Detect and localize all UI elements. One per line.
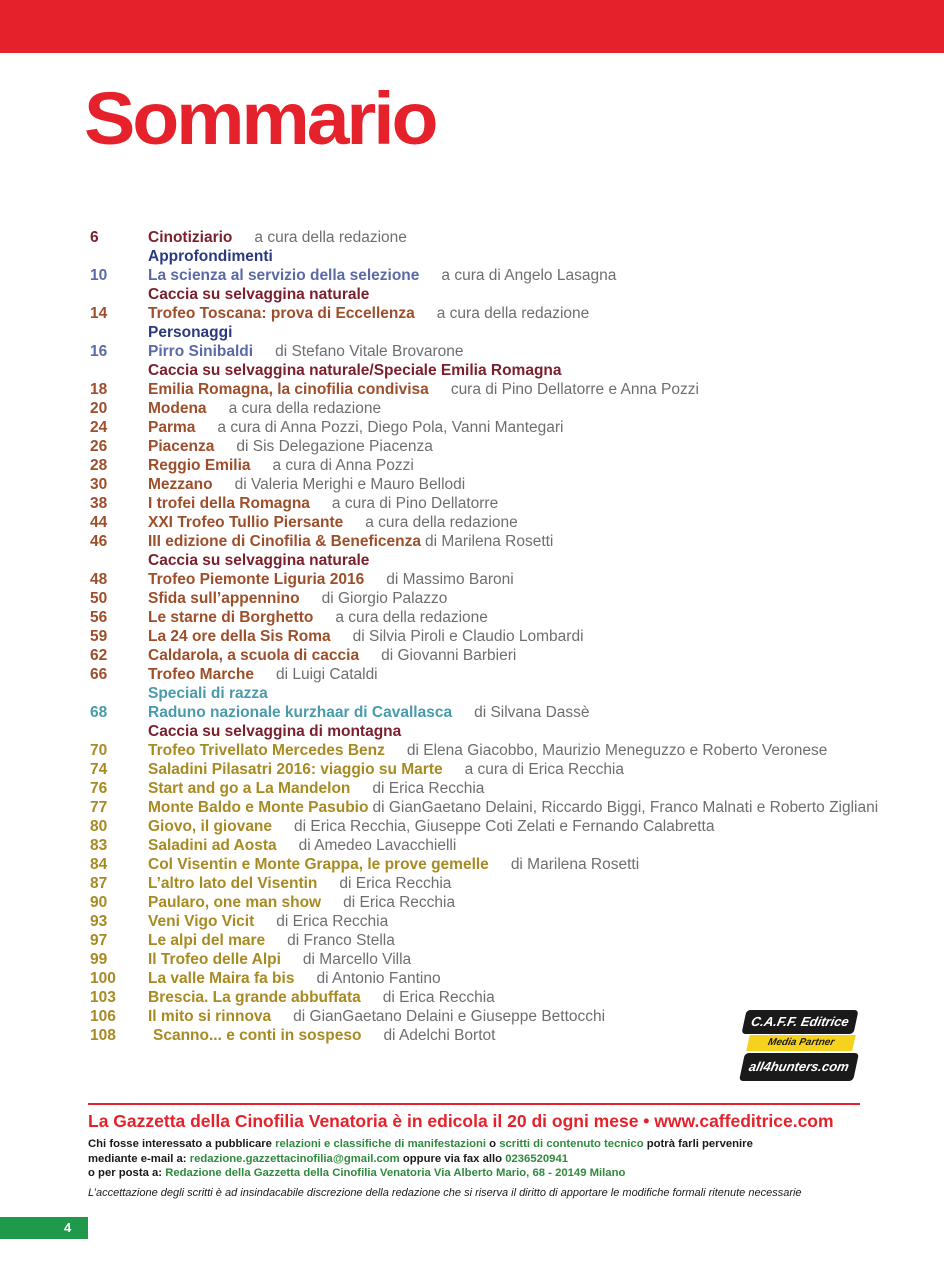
toc-entry-text <box>148 437 433 456</box>
submission-info <box>88 1137 928 1181</box>
section-title: Caccia su selvaggina naturale <box>148 552 370 569</box>
toc-entry-text <box>148 931 395 950</box>
disclaimer-note: L’accettazione degli scritti è ad insindacabile discrezione della redazione che si riserva il diritto di apportare le modifiche formali ritenute necessarie <box>88 1187 802 1199</box>
article-author: di Luigi Cataldi <box>275 666 378 683</box>
toc-page-number: 10 <box>90 267 108 284</box>
footer-banner: La Gazzetta della Cinofilia Venatoria è in edicola il 20 di ogni mese • www.caffeditrice.com <box>88 1111 834 1131</box>
article-title: Emilia Romagna, la cinofilia condivisa <box>148 381 429 398</box>
toc-page-number: 18 <box>90 381 108 398</box>
toc-entry-text <box>148 266 616 285</box>
toc-entry-text <box>148 760 624 779</box>
article-author: di Silvia Piroli e Claudio Lombardi <box>352 628 584 645</box>
article-title: Scanno... e conti in sospeso <box>153 1027 362 1044</box>
toc-entry <box>90 836 930 855</box>
article-author: di Adelchi Bortot <box>383 1027 496 1044</box>
toc-section-heading <box>90 551 930 570</box>
toc-section-heading <box>90 285 930 304</box>
article-author: di Elena Giacobbo, Maurizio Meneguzzo e Roberto Veronese <box>406 742 828 759</box>
top-red-bar <box>0 0 944 53</box>
toc-entry <box>90 817 930 836</box>
toc-page-number: 97 <box>90 932 108 949</box>
toc-page-number: 24 <box>90 419 108 436</box>
article-author: di GianGaetano Delaini e Giuseppe Bettocchi <box>293 1008 606 1025</box>
article-title: Le alpi del mare <box>148 932 266 949</box>
article-title: Paularo, one man show <box>148 894 322 911</box>
article-author: a cura della redazione <box>436 305 590 322</box>
toc-entry-text <box>148 950 411 969</box>
article-author: di Stefano Vitale Brovarone <box>275 343 464 360</box>
toc-entry <box>90 380 930 399</box>
article-title: La scienza al servizio della selezione <box>148 267 420 284</box>
article-author: di Erica Recchia <box>343 894 456 911</box>
table-of-contents <box>90 228 930 1045</box>
section-title: Speciali di razza <box>148 685 268 702</box>
toc-entry <box>90 513 930 532</box>
toc-entry-text <box>148 703 590 722</box>
toc-page-number: 84 <box>90 856 108 873</box>
article-author: di Marcello Villa <box>302 951 412 968</box>
toc-page-number: 80 <box>90 818 108 835</box>
article-author: di Antonio Fantino <box>316 970 441 987</box>
article-author: di Giorgio Palazzo <box>321 590 448 607</box>
toc-section-heading <box>90 323 930 342</box>
toc-entry <box>90 418 930 437</box>
article-title: Trofeo Piemonte Liguria 2016 <box>148 571 365 588</box>
toc-entry <box>90 304 930 323</box>
page-number-tab <box>0 1217 88 1239</box>
toc-page-number: 76 <box>90 780 108 797</box>
toc-entry <box>90 779 930 798</box>
article-title: III edizione di Cinofilia & Beneficenza <box>148 533 422 550</box>
article-title: Brescia. La grande abbuffata <box>148 989 361 1006</box>
fax-number: 0236520941 <box>505 1152 569 1165</box>
article-title: Start and go a La Mandelon <box>148 780 351 797</box>
article-author: a cura della redazione <box>254 229 407 246</box>
article-author: di Valeria Merighi e Mauro Bellodi <box>234 476 466 493</box>
toc-page-number: 28 <box>90 457 108 474</box>
article-title: Col Visentin e Monte Grappa, le prove gemelle <box>148 856 489 873</box>
toc-entry <box>90 266 930 285</box>
section-title: Personaggi <box>148 324 233 341</box>
toc-entry <box>90 608 930 627</box>
info-text: o <box>486 1138 500 1150</box>
toc-entry-text <box>148 418 564 437</box>
article-author: di Erica Recchia <box>339 875 452 892</box>
toc-page-number: 108 <box>90 1027 116 1044</box>
toc-entry <box>90 437 930 456</box>
page-number: 4 <box>64 1220 72 1235</box>
article-title: Il Trofeo delle Alpi <box>148 951 281 968</box>
toc-entry-text <box>148 608 488 627</box>
toc-page-number: 83 <box>90 837 108 854</box>
toc-entry-text <box>148 342 464 361</box>
article-title: Pirro Sinibaldi <box>148 343 254 360</box>
toc-entry <box>90 228 930 247</box>
article-author: di Massimo Baroni <box>386 571 514 588</box>
toc-entry-text <box>148 570 514 589</box>
toc-page-number: 38 <box>90 495 108 512</box>
toc-entry <box>90 665 930 684</box>
toc-entry <box>90 760 930 779</box>
article-title: I trofei della Romagna <box>148 495 310 512</box>
toc-page-number: 56 <box>90 609 108 626</box>
article-author: di Marilena Rosetti <box>425 533 554 550</box>
toc-entry-text <box>148 304 589 323</box>
toc-entry <box>90 627 930 646</box>
article-title: XXI Trofeo Tullio Piersante <box>148 514 344 531</box>
article-title: La valle Maira fa bis <box>148 970 295 987</box>
article-title: Il mito si rinnova <box>148 1008 272 1025</box>
toc-entry <box>90 855 930 874</box>
article-author: a cura di Anna Pozzi, Diego Pola, Vanni Mantegari <box>217 419 564 436</box>
toc-entry-text <box>148 817 714 836</box>
toc-entry-text <box>148 532 553 551</box>
article-title: Cinotiziario <box>148 229 233 246</box>
toc-entry-text <box>148 513 518 532</box>
caff-editrice-logo <box>738 1008 863 1086</box>
logo-line-3: all4hunters.com <box>739 1053 859 1081</box>
toc-page-number: 74 <box>90 761 108 778</box>
article-author: di Franco Stella <box>287 932 395 949</box>
toc-entry-text <box>148 646 516 665</box>
toc-section-heading <box>90 247 930 266</box>
article-author: di Erica Recchia <box>382 989 495 1006</box>
toc-page-number: 90 <box>90 894 108 911</box>
footer-divider <box>88 1103 860 1105</box>
toc-entry-text <box>148 665 378 684</box>
toc-page-number: 50 <box>90 590 108 607</box>
toc-entry-text <box>148 874 451 893</box>
article-title: Monte Baldo e Monte Pasubio <box>148 799 369 816</box>
toc-page-number: 99 <box>90 951 108 968</box>
toc-entry-text <box>148 912 388 931</box>
toc-page-number: 103 <box>90 989 116 1006</box>
toc-page-number: 20 <box>90 400 108 417</box>
toc-page-number: 6 <box>90 229 99 246</box>
toc-entry <box>90 912 930 931</box>
article-title: Raduno nazionale kurzhaar di Cavallasca <box>148 704 453 721</box>
toc-entry <box>90 646 930 665</box>
info-text: Chi fosse interessato a pubblicare <box>88 1138 276 1150</box>
toc-entry-text <box>148 893 455 912</box>
toc-entry <box>90 342 930 361</box>
article-author: cura di Pino Dellatorre e Anna Pozzi <box>450 381 699 398</box>
toc-entry-text <box>148 228 407 247</box>
toc-entry-text <box>148 779 484 798</box>
toc-entry <box>90 703 930 722</box>
article-title: Caldarola, a scuola di caccia <box>148 647 360 664</box>
toc-page-number: 100 <box>90 970 116 987</box>
toc-page-number: 87 <box>90 875 108 892</box>
toc-entry-text <box>148 589 447 608</box>
toc-page-number: 68 <box>90 704 108 721</box>
article-author: a cura della redazione <box>228 400 382 417</box>
article-title: Giovo, il giovane <box>148 818 273 835</box>
article-author: di Amedeo Lavacchielli <box>298 837 457 854</box>
postal-address: Redazione della Gazzetta della Cinofilia Venatoria Via Alberto Mario, 68 - 20149 Milano <box>165 1167 626 1180</box>
info-text: mediante e-mail a: <box>88 1152 190 1165</box>
toc-entry <box>90 988 930 1007</box>
toc-entry-text <box>148 855 639 874</box>
toc-section-heading <box>90 361 930 380</box>
toc-page-number: 46 <box>90 533 108 550</box>
article-title: Modena <box>148 400 207 417</box>
article-author: a cura di Anna Pozzi <box>272 457 414 474</box>
article-title: Parma <box>148 419 196 436</box>
article-title: Saladini Pilasatri 2016: viaggio su Marte <box>148 761 443 778</box>
article-title: Sfida sull’appennino <box>148 590 300 607</box>
toc-entry <box>90 570 930 589</box>
toc-page-number: 26 <box>90 438 108 455</box>
info-text: potrà farli pervenire <box>643 1138 753 1150</box>
article-title: L’altro lato del Visentin <box>148 875 318 892</box>
email-link[interactable]: redazione.gazzettacinofilia@gmail.com <box>189 1152 400 1165</box>
toc-entry-text <box>148 494 498 513</box>
toc-entry <box>90 399 930 418</box>
toc-page-number: 30 <box>90 476 108 493</box>
toc-entry <box>90 456 930 475</box>
toc-entry <box>90 798 930 817</box>
article-title: La 24 ore della Sis Roma <box>148 628 331 645</box>
toc-entry-text <box>148 456 414 475</box>
article-title: Mezzano <box>148 476 213 493</box>
toc-page-number: 62 <box>90 647 108 664</box>
toc-entry <box>90 532 930 551</box>
toc-entry <box>90 931 930 950</box>
logo-line-2: Media Partner <box>746 1035 855 1051</box>
toc-page-number: 14 <box>90 305 108 322</box>
article-author: di Erica Recchia <box>276 913 389 930</box>
toc-page-number: 77 <box>90 799 108 816</box>
article-author: di Erica Recchia, Giuseppe Coti Zelati e Fernando Calabretta <box>294 818 715 835</box>
article-title: Piacenza <box>148 438 215 455</box>
section-title: Approfondimenti <box>148 248 273 265</box>
toc-entry <box>90 893 930 912</box>
article-author: a cura della redazione <box>335 609 488 626</box>
info-highlight: relazioni e classifiche di manifestazioni <box>275 1138 487 1150</box>
article-title: Le starne di Borghetto <box>148 609 314 626</box>
toc-page-number: 66 <box>90 666 108 683</box>
submission-line-3 <box>88 1166 928 1181</box>
article-title: Veni Vigo Vicit <box>148 913 255 930</box>
toc-page-number: 59 <box>90 628 108 645</box>
toc-page-number: 70 <box>90 742 108 759</box>
submission-line-2 <box>88 1152 928 1167</box>
toc-entry-text <box>148 1007 605 1026</box>
article-author: a cura di Angelo Lasagna <box>441 267 617 284</box>
article-author: di GianGaetano Delaini, Riccardo Biggi, Franco Malnati e Roberto Zigliani <box>372 799 879 816</box>
info-highlight: scritti di contenuto tecnico <box>499 1138 644 1150</box>
section-title: Caccia su selvaggina naturale <box>148 286 370 303</box>
article-author: di Giovanni Barbieri <box>381 647 517 664</box>
toc-page-number: 44 <box>90 514 108 531</box>
toc-page-number: 48 <box>90 571 108 588</box>
toc-page-number: 16 <box>90 343 108 360</box>
article-title: Trofeo Marche <box>148 666 254 683</box>
toc-entry <box>90 969 930 988</box>
article-author: a cura di Erica Recchia <box>464 761 624 778</box>
article-title: Trofeo Trivellato Mercedes Benz <box>148 742 385 759</box>
toc-entry <box>90 475 930 494</box>
article-author: di Sis Delegazione Piacenza <box>236 438 433 455</box>
toc-entry-text <box>148 798 878 817</box>
section-title: Caccia su selvaggina di montagna <box>148 723 402 740</box>
article-author: di Silvana Dassè <box>474 704 590 721</box>
article-title: Saladini ad Aosta <box>148 837 277 854</box>
article-title: Reggio Emilia <box>148 457 251 474</box>
section-title: Caccia su selvaggina naturale/Speciale Emilia Romagna <box>148 362 562 379</box>
article-title: Trofeo Toscana: prova di Eccellenza <box>148 305 415 322</box>
article-author: a cura di Pino Dellatorre <box>331 495 499 512</box>
toc-entry <box>90 874 930 893</box>
toc-page-number: 93 <box>90 913 108 930</box>
toc-entry <box>90 494 930 513</box>
toc-entry <box>90 950 930 969</box>
toc-section-heading <box>90 722 930 741</box>
toc-entry-text <box>148 741 827 760</box>
info-text: o per posta a: <box>88 1167 166 1180</box>
toc-entry-text <box>148 399 381 418</box>
toc-section-heading <box>90 684 930 703</box>
toc-entry-text <box>148 627 584 646</box>
toc-entry-text <box>148 1026 495 1045</box>
toc-entry <box>90 741 930 760</box>
logo-line-1: C.A.F.F. Editrice <box>741 1010 858 1034</box>
submission-line-1 <box>88 1137 928 1152</box>
article-author: di Marilena Rosetti <box>510 856 640 873</box>
page-title: Sommario <box>84 77 436 160</box>
toc-page-number: 106 <box>90 1008 116 1025</box>
toc-entry <box>90 589 930 608</box>
article-author: a cura della redazione <box>365 514 518 531</box>
toc-entry-text <box>148 969 441 988</box>
article-author: di Erica Recchia <box>372 780 485 797</box>
toc-entry-text <box>148 988 495 1007</box>
info-text: oppure via fax allo <box>399 1152 506 1165</box>
toc-entry-text <box>148 836 456 855</box>
toc-entry-text <box>148 475 465 494</box>
toc-entry-text <box>148 380 699 399</box>
